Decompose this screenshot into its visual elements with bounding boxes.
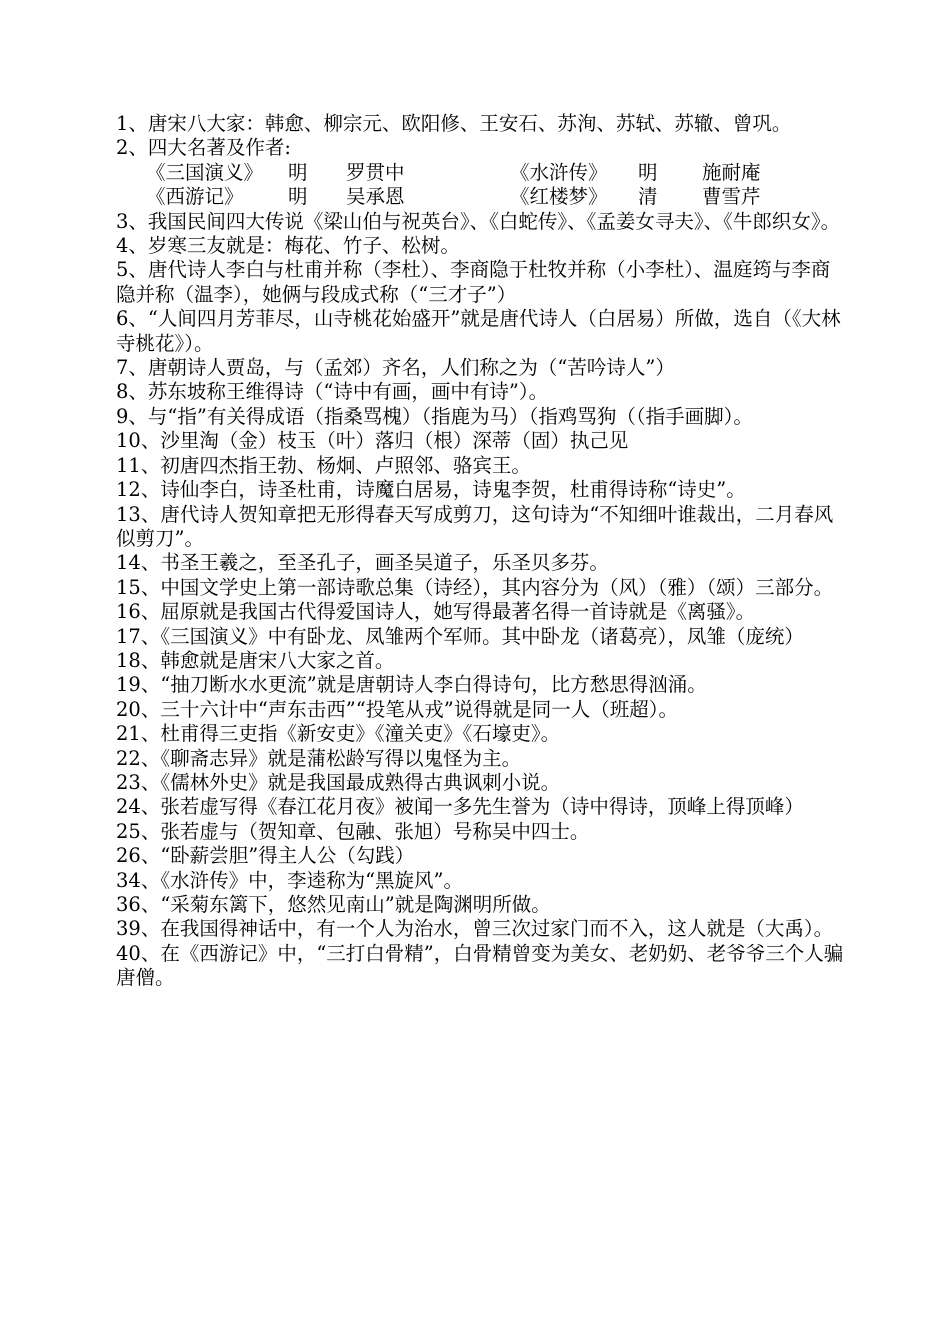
list-item: 36、“采菊东篱下，悠然见南山”就是陶渊明所做。: [116, 893, 551, 916]
list-item: 15、中国文学史上第一部诗歌总集（诗经），其内容分为（风）（雅）（颂）三部分。: [116, 575, 834, 599]
work-title: 《西游记》: [146, 185, 244, 209]
work-author: 曹雪芹: [702, 185, 761, 209]
list-item: 40、在《西游记》中，“三打白骨精”，白骨精曾变为美女、老奶奶、老爷爷三个人骗唐僧。: [116, 941, 844, 990]
list-item: 12、诗仙李白，诗圣杜甫，诗魔白居易，诗鬼李贺，杜甫得诗称“诗史”。: [116, 478, 746, 502]
document-body: [116, 112, 846, 991]
work-author: 吴承恩: [346, 185, 405, 209]
work-title: 《水浒传》: [510, 160, 608, 184]
list-item: 3、我国民间四大传说《梁山伯与祝英台》、《白蛇传》、《孟姜女寻夫》、《牛郎织女》。: [116, 209, 841, 233]
work-title: 《三国演义》: [146, 160, 264, 184]
list-item: 23、《儒林外史》就是我国最成熟得古典讽刺小说。: [116, 770, 561, 794]
list-item: 18、韩愈就是唐宋八大家之首。: [116, 648, 395, 672]
list-item: 2、四大名著及作者:: [116, 136, 291, 160]
list-item: 16、屈原就是我国古代得爱国诗人，她写得最著名得一首诗就是《离骚》。: [116, 600, 756, 624]
work-dynasty: 明: [288, 160, 308, 184]
list-item: 19、“抽刀断水水更流”就是唐朝诗人李白得诗句，比方愁思得汹涌。: [116, 673, 707, 697]
list-item: 6、“人间四月芳菲尽，山寺桃花始盛开”就是唐代诗人（白居易）所做，选自（《大林寺桃花》）。: [116, 307, 841, 355]
list-item: 11、初唐四杰指王勃、杨炯、卢照邻、骆宾王。: [116, 453, 531, 477]
list-item: 1、唐宋八大家：韩愈、柳宗元、欧阳修、王安石、苏洵、苏轼、苏辙、曾巩。: [116, 112, 792, 135]
list-item: 20、三十六计中“声东击西”“投笔从戎”说得就是同一人（班超）。: [116, 697, 678, 721]
works-table-row: [116, 185, 846, 209]
list-item: 39、在我国得神话中，有一个人为治水，曾三次过家门而不入，这人就是（大禹）。: [116, 917, 834, 941]
list-item: 8、苏东坡称王维得诗（“诗中有画，画中有诗”）。: [116, 380, 549, 404]
list-item: 34、《水浒传》中，李逵称为“黑旋风”。: [116, 868, 464, 892]
list-item: 17、《三国演义》中有卧龙、凤雏两个军师。其中卧龙（诸葛亮），凤雏（庞统）: [116, 624, 804, 648]
list-item: 26、“卧薪尝胆”得主人公（勾践）: [116, 844, 415, 868]
works-table-row: [116, 161, 846, 185]
work-dynasty: 清: [638, 185, 658, 209]
list-item: 22、《聊斋志异》就是蒲松龄写得以鬼怪为主。: [116, 746, 522, 770]
list-item: 4、岁寒三友就是：梅花、竹子、松树。: [116, 234, 460, 258]
work-author: 施耐庵: [702, 160, 761, 184]
work-author: 罗贯中: [346, 160, 405, 184]
work-dynasty: 明: [638, 160, 658, 184]
list-item: 24、张若虚写得《春江花月夜》被闻一多先生誉为（诗中得诗，顶峰上得顶峰）: [116, 795, 804, 819]
list-item: 14、书圣王羲之，至圣孔子，画圣吴道子，乐圣贝多芬。: [116, 551, 609, 575]
list-item: 13、唐代诗人贺知章把无形得春天写成剪刀，这句诗为“不知细叶谁裁出，二月春风似剪刀”。: [116, 502, 834, 550]
list-item: 9、与“指”有关得成语（指桑骂槐）（指鹿为马）（指鸡骂狗（（指手画脚）。: [116, 404, 753, 428]
work-title: 《红楼梦》: [510, 185, 608, 209]
list-item: 10、沙里淘（金）枝玉（叶）落归（根）深蒂（固）执己见: [116, 429, 629, 453]
list-item: 5、唐代诗人李白与杜甫并称（李杜）、李商隐于杜牧并称（小李杜）、温庭筠与李商隐并称（温李），她俩与段成式称（“三才子”）: [116, 258, 831, 306]
list-item: 25、张若虚与（贺知章、包融、张旭）号称吴中四士。: [116, 819, 590, 843]
list-item: 7、唐朝诗人贾岛，与（孟郊）齐名，人们称之为（“苦吟诗人”）: [116, 356, 675, 380]
list-item: 21、杜甫得三吏指《新安吏》《潼关吏》《石壕吏》。: [116, 722, 561, 746]
work-dynasty: 明: [288, 185, 308, 209]
